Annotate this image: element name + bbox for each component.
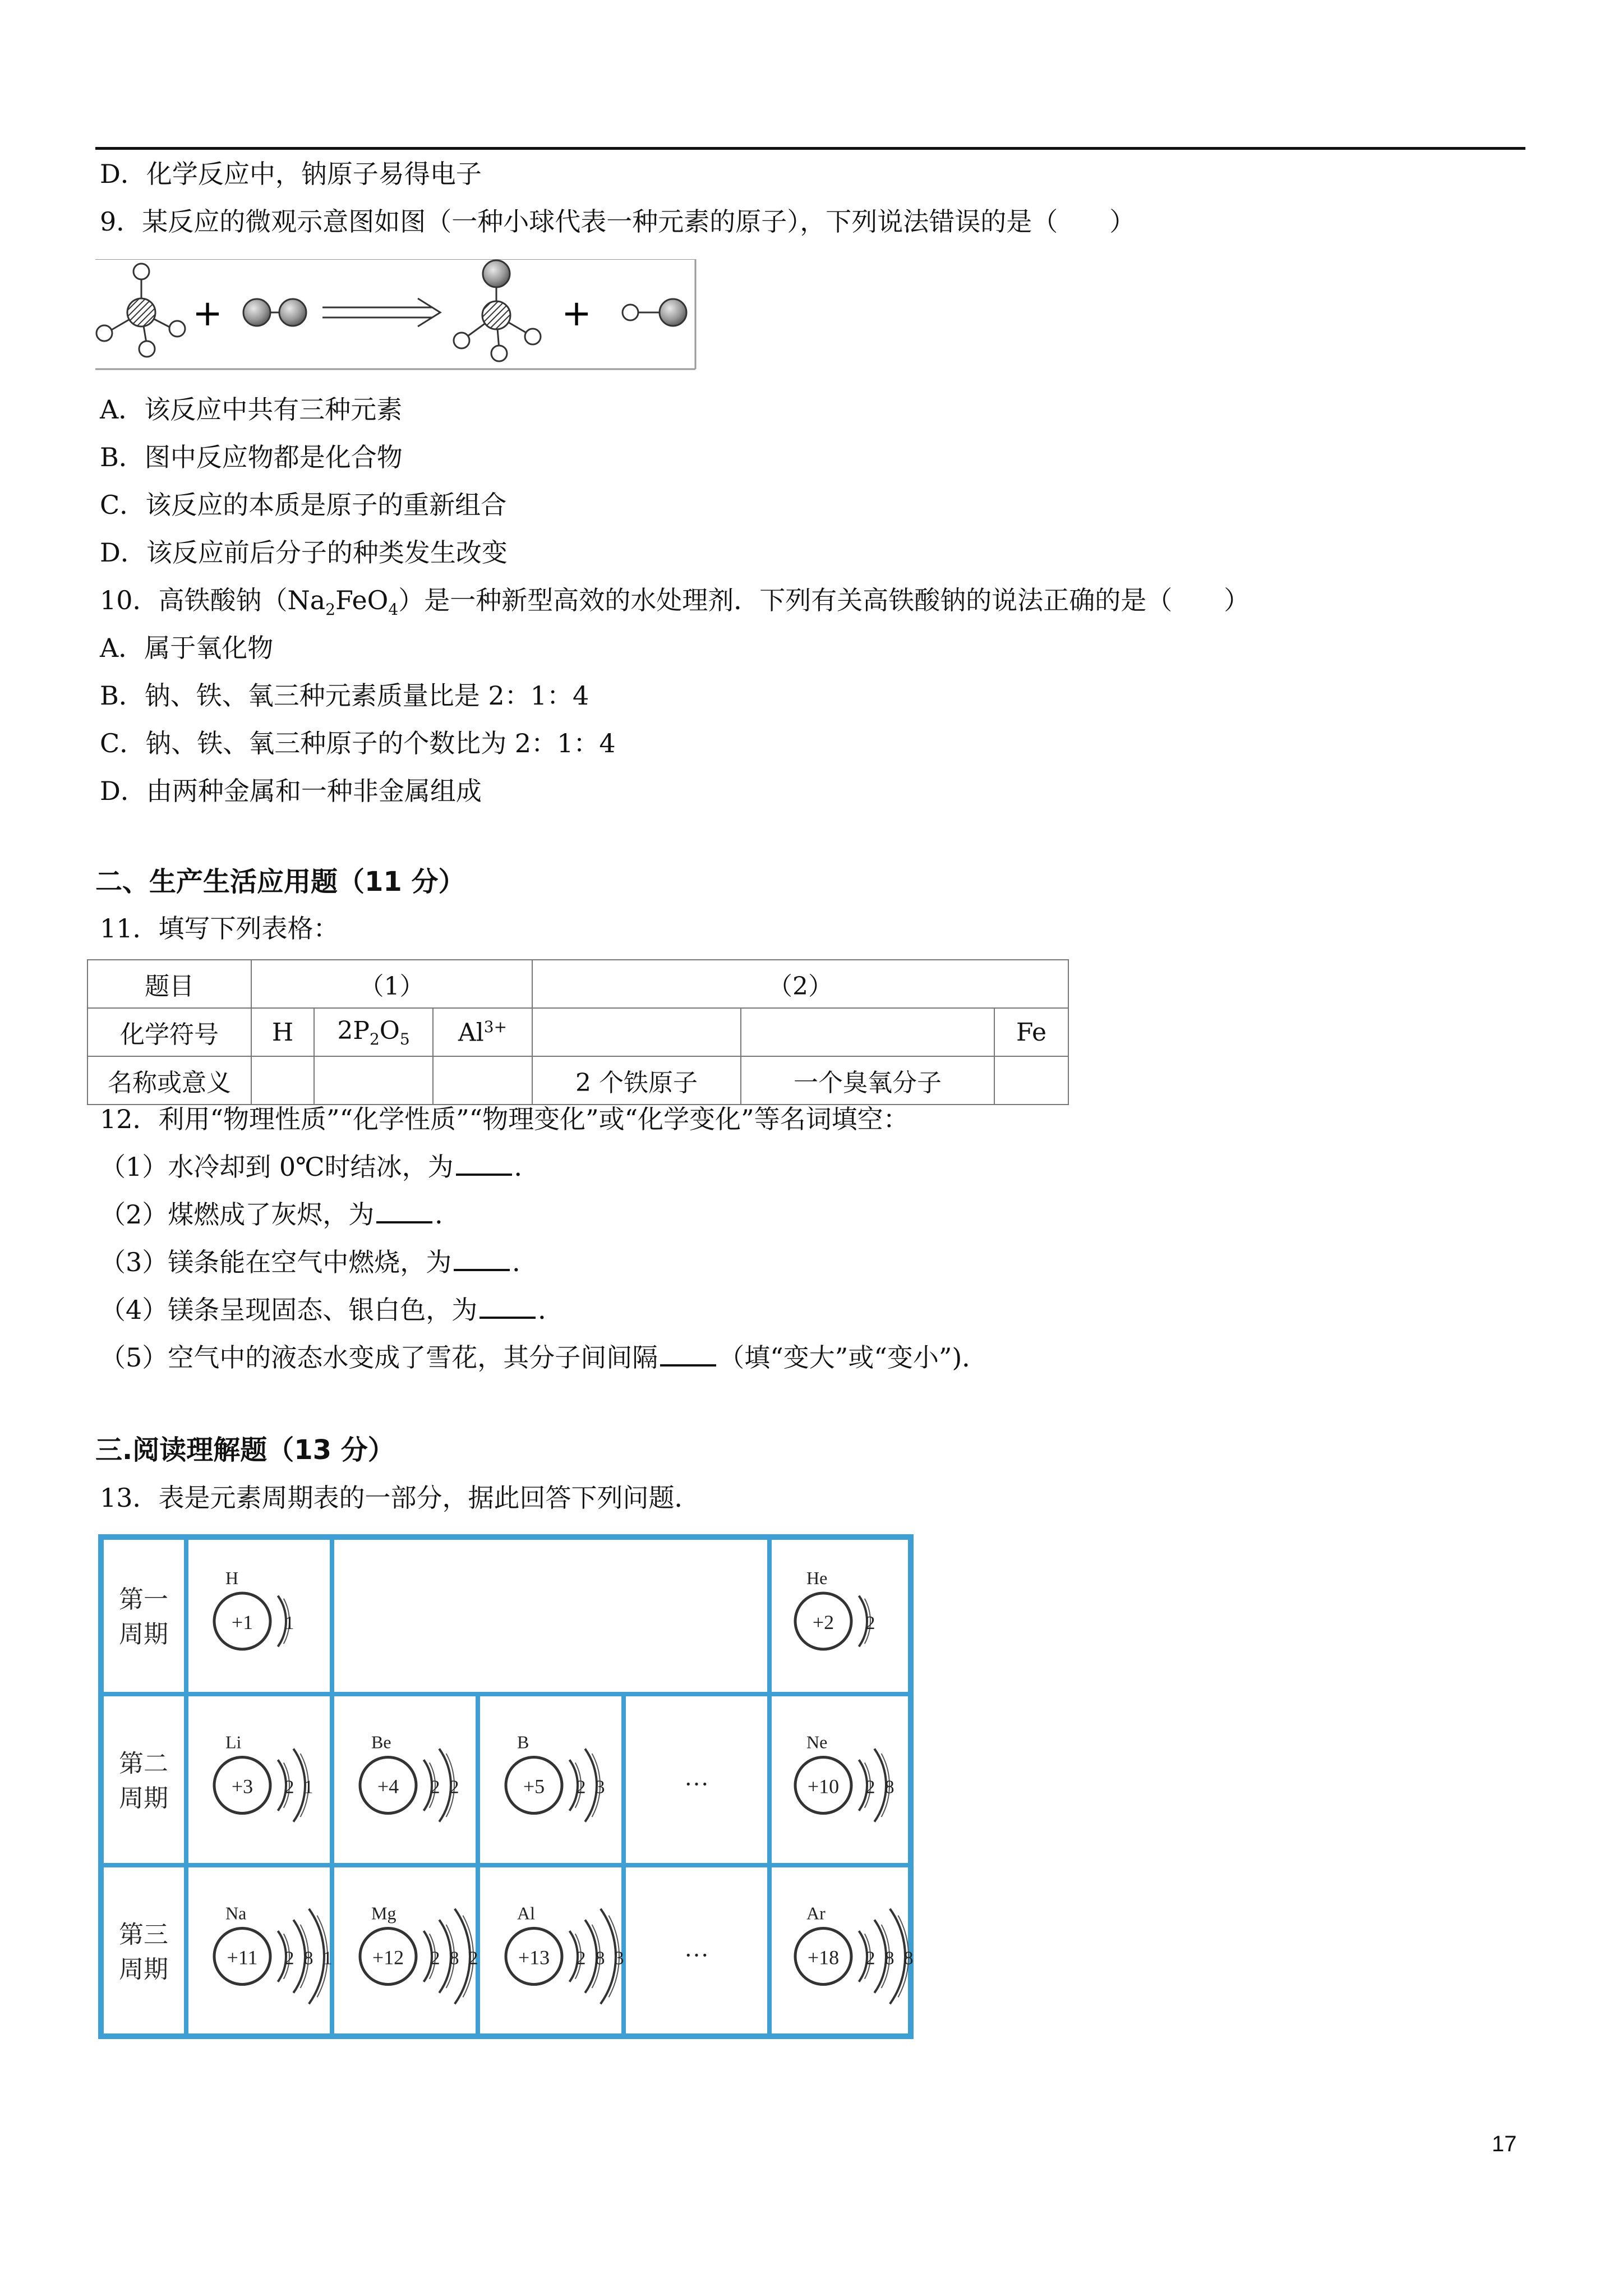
- period-label-bottom: 周期: [119, 1621, 168, 1648]
- plus-sign-1: +: [192, 293, 223, 334]
- cell-meaning-blank-2[interactable]: [314, 1056, 433, 1105]
- q10-option-d: D．由两种金属和一种非金属组成: [100, 776, 482, 806]
- reaction-arrow: [322, 298, 440, 326]
- q10-option-b: B．钠、铁、氧三种元素质量比是 2：1：4: [100, 680, 589, 711]
- cell-symbol-2P2O5: [314, 1008, 433, 1056]
- question-11-table: [87, 959, 1069, 1105]
- shell-electron-count: 2: [449, 1777, 459, 1798]
- q12-5-blank[interactable]: [660, 1342, 716, 1366]
- cell-meaning-blank-3[interactable]: [433, 1056, 532, 1105]
- table-header-part-2: （2）: [532, 960, 1068, 1008]
- q10-option-a: A．属于氧化物: [100, 633, 274, 663]
- shell-electron-count: 2: [284, 1777, 294, 1798]
- nuclear-charge: +1: [231, 1611, 253, 1634]
- element-symbol: Al: [517, 1903, 535, 1924]
- question-10: [100, 583, 1249, 627]
- shell-electron-count: 1: [303, 1777, 313, 1798]
- nuclear-charge: +12: [372, 1946, 404, 1969]
- period-label-top: 第三: [119, 1921, 168, 1949]
- q12-4-text: （4）镁条呈现固态、银白色，为: [100, 1295, 478, 1325]
- plus-sign-2: +: [561, 293, 592, 334]
- element-symbol: Ne: [806, 1732, 828, 1752]
- q12-4-blank[interactable]: [479, 1294, 536, 1319]
- reactant-molecule-1: [96, 264, 185, 357]
- q8-option-d: D．化学反应中，钠原子易得电子: [100, 159, 482, 189]
- cell-meaning-two-iron: 2 个铁原子: [532, 1056, 741, 1105]
- shell-electron-count: 3: [614, 1948, 624, 1969]
- shell-electron-count: 1: [322, 1948, 333, 1969]
- q9-option-d: D．该反应前后分子的种类发生改变: [100, 537, 508, 568]
- reaction-svg: [95, 259, 697, 371]
- q12-3-text: （3）镁条能在空气中燃烧，为: [100, 1247, 452, 1277]
- section-3-heading: 三.阅读理解题（13 分）: [95, 1434, 395, 1466]
- reactant-molecule-2: [243, 299, 306, 326]
- element-symbol: Ar: [806, 1903, 826, 1924]
- section-2-heading: 二、生产生活应用题（11 分）: [95, 866, 465, 898]
- q12-2-end: ．: [435, 1199, 461, 1230]
- q12-item-3: [100, 1245, 538, 1279]
- shell-electron-count: 2: [430, 1948, 440, 1969]
- question-9: 9．某反应的微观示意图如图（一种小球代表一种元素的原子），下列说法错误的是（ ）: [100, 206, 1136, 237]
- q10-sub-1: 2: [325, 600, 336, 619]
- cell-symbol-blank-2[interactable]: [741, 1008, 994, 1056]
- q12-2-blank[interactable]: [376, 1199, 432, 1223]
- nuclear-charge: +4: [377, 1775, 399, 1798]
- question-11: 11．填写下列表格：: [100, 913, 339, 944]
- product-molecule-2: [623, 299, 686, 326]
- cell-meaning-blank-4[interactable]: [994, 1056, 1068, 1105]
- table-row-label-symbol: 化学符号: [87, 1008, 251, 1056]
- shell-electron-count: 1: [284, 1613, 294, 1634]
- symbol-2P: 2P: [337, 1016, 370, 1045]
- period-label-top: 第一: [119, 1586, 168, 1613]
- period-label-top: 第二: [119, 1750, 168, 1778]
- cell-symbol-Al3: [433, 1008, 532, 1056]
- table-row-label-meaning: 名称或意义: [87, 1056, 251, 1105]
- q12-2-text: （2）煤燃成了灰烬，为: [100, 1199, 375, 1230]
- q10-option-c: C．钠、铁、氧三种原子的个数比为 2：1：4: [100, 728, 616, 758]
- nuclear-charge: +11: [227, 1946, 258, 1969]
- nuclear-charge: +5: [523, 1775, 545, 1798]
- nuclear-charge: +2: [812, 1611, 834, 1634]
- ellipsis-period-3: …: [684, 1934, 709, 1962]
- q12-1-end: ．: [514, 1152, 540, 1182]
- q12-1-text: （1）水冷却到 0℃时结冰，为: [100, 1152, 454, 1182]
- q12-5-end: （填“变大”或“变小”)．: [718, 1342, 988, 1373]
- q9-option-a: A．该反应中共有三种元素: [100, 394, 403, 425]
- shell-electron-count: 2: [865, 1777, 875, 1798]
- q9-option-c: C．该反应的本质是原子的重新组合: [100, 490, 507, 520]
- element-symbol: Li: [225, 1732, 242, 1752]
- q12-item-2: [100, 1198, 460, 1231]
- shell-electron-count: 2: [865, 1613, 875, 1634]
- shell-electron-count: 2: [865, 1948, 875, 1969]
- shell-electron-count: 2: [576, 1948, 586, 1969]
- q9-option-b: B．图中反应物都是化合物: [100, 442, 403, 472]
- element-symbol: Na: [225, 1903, 247, 1924]
- shell-electron-count: 2: [430, 1777, 440, 1798]
- question-12: 12．利用“物理性质”“化学性质”“物理变化”或“化学变化”等名词填空：: [100, 1104, 909, 1134]
- periodic-table-figure: [96, 1531, 915, 2042]
- q12-item-4: [100, 1293, 564, 1327]
- element-symbol: H: [225, 1568, 239, 1588]
- shell-electron-count: 8: [303, 1948, 313, 1969]
- shell-electron-count: 8: [884, 1777, 895, 1798]
- top-rule: [95, 147, 1525, 150]
- q12-item-5: [100, 1341, 988, 1374]
- question-13: 13．表是元素周期表的一部分，据此回答下列问题．: [100, 1483, 700, 1513]
- shell-electron-count: 8: [903, 1948, 914, 1969]
- shell-electron-count: 8: [884, 1948, 895, 1969]
- q12-item-1: [100, 1150, 540, 1184]
- q10-text-mid: FeO: [335, 585, 389, 615]
- element-symbol: B: [517, 1732, 529, 1752]
- nuclear-charge: +18: [807, 1946, 840, 1969]
- q12-5-text: （5）空气中的液态水变成了雪花，其分子间间隔: [100, 1342, 658, 1373]
- ellipsis-period-2: …: [684, 1763, 709, 1791]
- q12-3-end: ．: [512, 1247, 538, 1277]
- period-label-bottom: 周期: [119, 1784, 168, 1812]
- q10-sub-2: 4: [388, 600, 399, 619]
- symbol-O-sub: 5: [399, 1029, 410, 1048]
- q12-4-end: ．: [538, 1295, 564, 1325]
- page-number: 17: [1492, 2132, 1517, 2156]
- periodic-table-svg: [96, 1531, 915, 2042]
- element-symbol: Mg: [371, 1903, 396, 1924]
- nuclear-charge: +3: [231, 1775, 253, 1798]
- nuclear-charge: +10: [807, 1775, 840, 1798]
- cell-symbol-blank-1[interactable]: [532, 1008, 741, 1056]
- nuclear-charge: +13: [518, 1946, 550, 1969]
- q12-1-blank[interactable]: [456, 1151, 512, 1176]
- shell-electron-count: 2: [468, 1948, 478, 1969]
- symbol-2P-sub: 2: [369, 1029, 380, 1048]
- period-label-bottom: 周期: [119, 1955, 168, 1984]
- cell-meaning-blank-1[interactable]: [251, 1056, 314, 1105]
- q12-3-blank[interactable]: [454, 1246, 510, 1271]
- symbol-Al: Al: [458, 1018, 484, 1047]
- symbol-O: O: [379, 1016, 400, 1045]
- table-header-part-1: （1）: [251, 960, 532, 1008]
- symbol-Al-charge: 3+: [483, 1017, 508, 1036]
- shell-electron-count: 2: [576, 1777, 586, 1798]
- q10-text-post: ）是一种新型高效的水处理剂．下列有关高铁酸钠的说法正确的是（ ）: [398, 585, 1250, 615]
- q10-text-pre: 10．高铁酸钠（Na: [100, 585, 326, 615]
- shell-electron-count: 3: [595, 1777, 605, 1798]
- shell-electron-count: 8: [595, 1948, 605, 1969]
- cell-symbol-H: H: [251, 1008, 314, 1056]
- cell-symbol-Fe: Fe: [994, 1008, 1068, 1056]
- table-header-topic: 题目: [87, 960, 251, 1008]
- product-molecule-1: [454, 260, 541, 361]
- shell-electron-count: 8: [449, 1948, 459, 1969]
- shell-electron-count: 2: [284, 1948, 294, 1969]
- element-symbol: He: [806, 1568, 828, 1588]
- reaction-diagram: [95, 259, 697, 371]
- element-symbol: Be: [371, 1732, 391, 1752]
- cell-meaning-ozone: 一个臭氧分子: [741, 1056, 994, 1105]
